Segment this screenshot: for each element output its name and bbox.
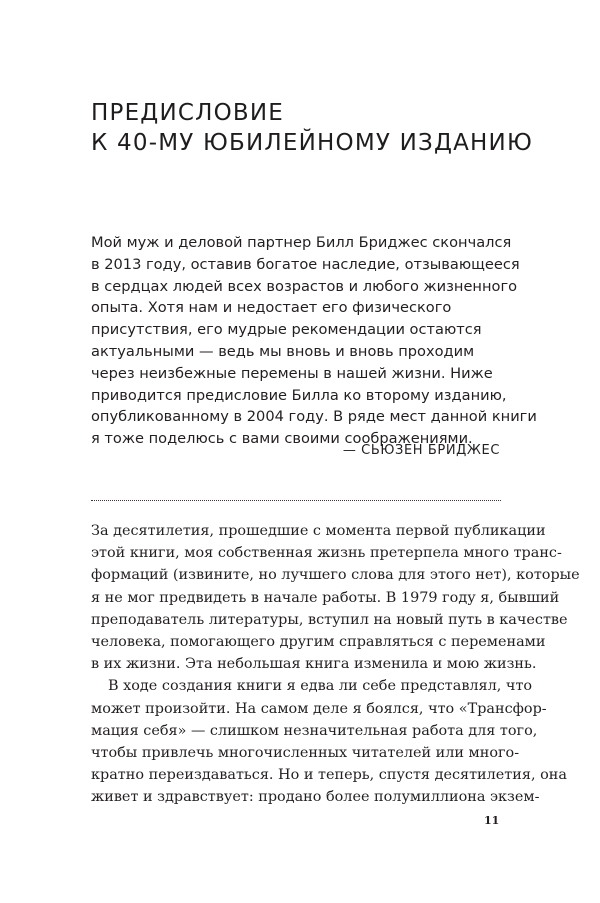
body-line: может произойти. На самом деле я боялся, что «Трансфор-	[91, 700, 547, 717]
body-line: человека, помогающего другим справляться с переменами	[91, 634, 546, 651]
intro-line: я тоже поделюсь с вами своими соображениями.	[91, 430, 473, 448]
intro-line: опубликованному в 2004 году. В ряде мест данной книги	[91, 408, 537, 426]
intro-line: в 2013 году, оставив богатое наследие, отзывающееся	[91, 255, 520, 273]
body-line: За десятилетия, прошедшие с момента первой публикации	[91, 523, 546, 539]
body-line: мация себя» — слишком незначительная работа для того,	[91, 722, 538, 739]
chapter-title-line-2: К 40-МУ ЮБИЛЕЙНОМУ ИЗДАНИЮ	[91, 130, 533, 156]
dotted-divider	[91, 500, 501, 501]
intro-line: Мой муж и деловой партнер Билл Бриджес скончался	[91, 234, 512, 251]
intro-line: опыта. Хотя нам и недостает его физического	[91, 299, 452, 317]
intro-line: в сердцах людей всех возрастов и любого жизненного	[91, 277, 518, 295]
body-line: кратно переиздаваться. Но и теперь, спустя десятилетия, она	[91, 767, 567, 784]
intro-line: актуальными — ведь мы вновь и вновь проходим	[91, 342, 475, 360]
body-line: живет и здравствует: продано более полумиллиона экзем-	[91, 789, 540, 806]
intro-signature: — СЬЮЗЕН БРИДЖЕС	[342, 443, 500, 458]
intro-note	[91, 232, 537, 450]
body-text	[91, 520, 580, 809]
intro-line: присутствия, его мудрые рекомендации остаются	[91, 321, 482, 339]
intro-line: через неизбежные перемены в нашей жизни. Ниже	[91, 364, 493, 382]
chapter-title-line-1: ПРЕДИСЛОВИЕ	[91, 100, 285, 126]
body-line: В ходе создания книги я едва ли себе представлял, что	[108, 678, 533, 695]
body-line: в их жизни. Эта небольшая книга изменила и мою жизнь.	[91, 656, 537, 673]
page-number: 11	[484, 814, 500, 827]
body-line: я не мог предвидеть в начале работы. В 1979 году я, бывший	[91, 589, 560, 606]
body-line: формаций (извините, но лучшего слова для этого нет), которые	[91, 567, 580, 584]
chapter-title	[91, 98, 533, 158]
intro-line: приводится предисловие Билла ко второму изданию,	[91, 386, 507, 404]
body-line: преподаватель литературы, вступил на новый путь в качестве	[91, 611, 568, 628]
body-line: чтобы привлечь многочисленных читателей или много-	[91, 745, 520, 762]
body-line: этой книги, моя собственная жизнь претерпела много транс-	[91, 545, 562, 562]
